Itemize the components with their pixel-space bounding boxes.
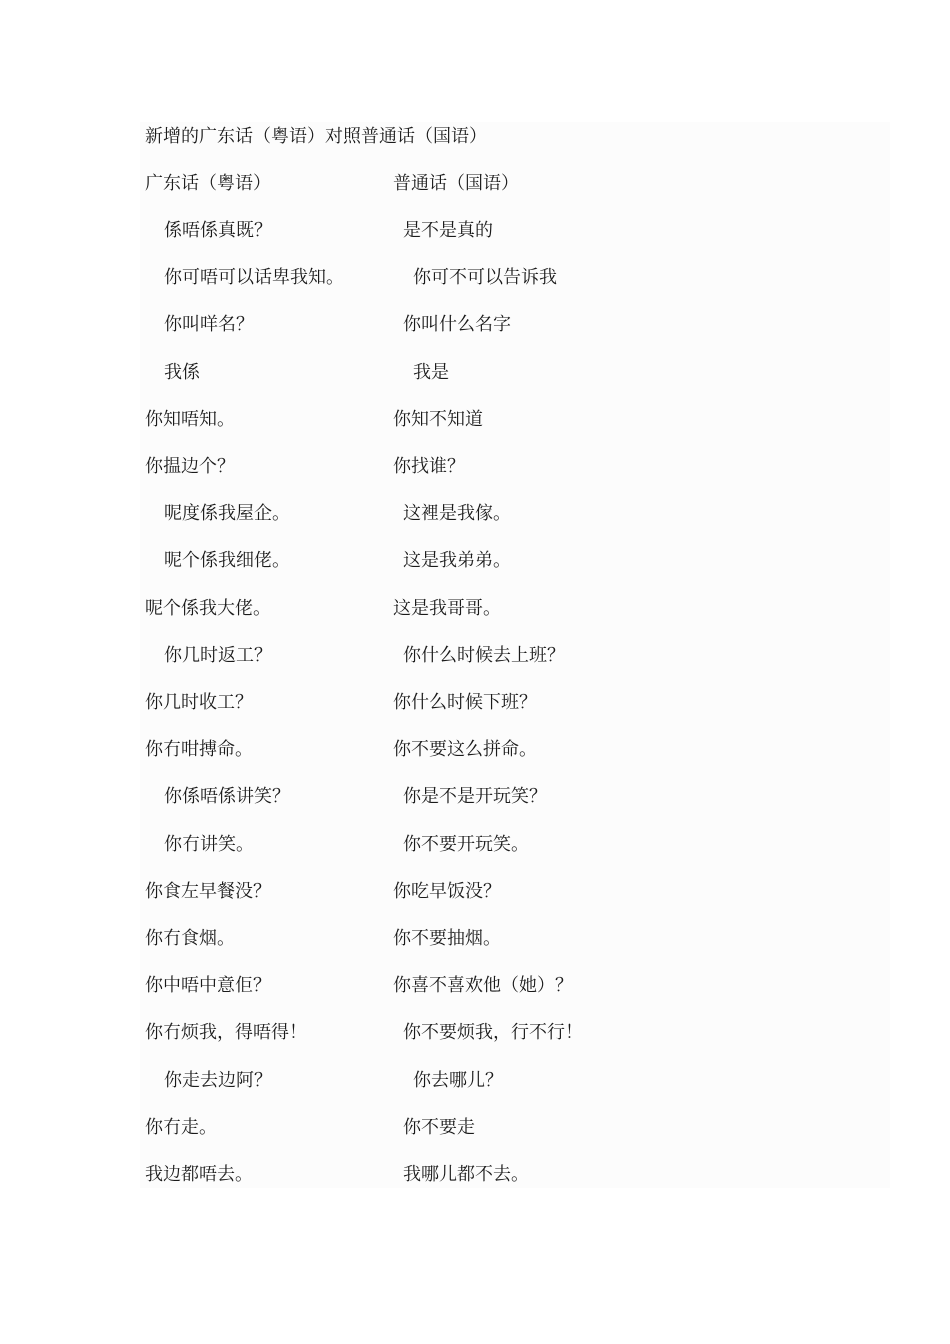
phrase-row (145, 1068, 865, 1094)
mandarin-phrase: 你去哪儿？ (413, 1070, 503, 1091)
mandarin-phrase: 你知不知道 (393, 409, 483, 430)
mandarin-phrase: 你找谁？ (393, 456, 465, 477)
mandarin-phrase: 你不要这么拼命。 (393, 739, 537, 760)
phrase-row (145, 1162, 865, 1188)
phrase-row (145, 596, 865, 622)
mandarin-phrase: 你是不是开玩笑？ (403, 786, 547, 807)
phrase-row (145, 879, 865, 905)
mandarin-phrase: 这是我弟弟。 (403, 550, 511, 571)
cantonese-column-header: 广东话（粤语） (145, 173, 271, 194)
mandarin-phrase: 这裡是我傢。 (403, 503, 511, 524)
phrase-row (145, 1115, 865, 1141)
mandarin-phrase: 我是 (413, 362, 449, 383)
mandarin-phrase: 你什么时候下班？ (393, 692, 537, 713)
cantonese-phrase: 你可唔可以话卑我知。 (164, 267, 344, 288)
phrase-row (145, 548, 865, 574)
cantonese-phrase: 我边都唔去。 (145, 1164, 253, 1185)
mandarin-phrase: 你可不可以告诉我 (413, 267, 557, 288)
column-headers (145, 171, 865, 197)
phrase-row (145, 265, 865, 291)
mandarin-phrase: 你什么时候去上班？ (403, 645, 565, 666)
phrase-row (145, 926, 865, 952)
mandarin-phrase: 你喜不喜欢他（她）？ (393, 975, 573, 996)
cantonese-phrase: 你冇食烟。 (145, 928, 235, 949)
cantonese-phrase: 呢个係我细佬。 (164, 550, 290, 571)
cantonese-phrase: 你几时返工？ (164, 645, 272, 666)
phrase-row (145, 312, 865, 338)
mandarin-phrase: 你不要开玩笑。 (403, 834, 529, 855)
phrase-row (145, 360, 865, 386)
phrase-row (145, 690, 865, 716)
cantonese-phrase: 你几时收工？ (145, 692, 253, 713)
phrase-row (145, 973, 865, 999)
phrase-row (145, 407, 865, 433)
cantonese-phrase: 你知唔知。 (145, 409, 235, 430)
mandarin-phrase: 我哪儿都不去。 (403, 1164, 529, 1185)
cantonese-phrase: 你食左早餐没？ (145, 881, 271, 902)
mandarin-phrase: 你不要烦我，行不行！ (403, 1022, 583, 1043)
mandarin-phrase: 你不要抽烟。 (393, 928, 501, 949)
cantonese-phrase: 呢度係我屋企。 (164, 503, 290, 524)
phrase-row (145, 832, 865, 858)
phrase-row (145, 784, 865, 810)
cantonese-phrase: 你冇烦我，得唔得！ (145, 1022, 307, 1043)
cantonese-phrase: 你冇走。 (145, 1117, 217, 1138)
mandarin-phrase: 你叫什么名字 (403, 314, 511, 335)
cantonese-phrase: 呢个係我大佬。 (145, 598, 271, 619)
cantonese-phrase: 你揾边个？ (145, 456, 235, 477)
mandarin-phrase: 这是我哥哥。 (393, 598, 501, 619)
cantonese-phrase: 你中唔中意佢？ (145, 975, 271, 996)
mandarin-column-header: 普通话（国语） (393, 173, 519, 194)
phrase-row (145, 737, 865, 763)
cantonese-phrase: 你冇讲笑。 (164, 834, 254, 855)
cantonese-phrase: 我係 (164, 362, 200, 383)
cantonese-phrase: 你係唔係讲笑？ (164, 786, 290, 807)
phrase-row (145, 501, 865, 527)
cantonese-phrase: 你叫咩名？ (164, 314, 254, 335)
phrase-row (145, 643, 865, 669)
phrase-row (145, 1020, 865, 1046)
phrase-row (145, 454, 865, 480)
mandarin-phrase: 你吃早饭没？ (393, 881, 501, 902)
mandarin-phrase: 是不是真的 (403, 220, 493, 241)
cantonese-phrase: 你走去边阿？ (164, 1070, 272, 1091)
cantonese-phrase: 你冇咁搏命。 (145, 739, 253, 760)
phrase-row (145, 218, 865, 244)
document-title: 新增的广东话（粤语）对照普通话（国语） (145, 126, 487, 147)
cantonese-phrase: 係唔係真既？ (164, 220, 272, 241)
mandarin-phrase: 你不要走 (403, 1117, 475, 1138)
